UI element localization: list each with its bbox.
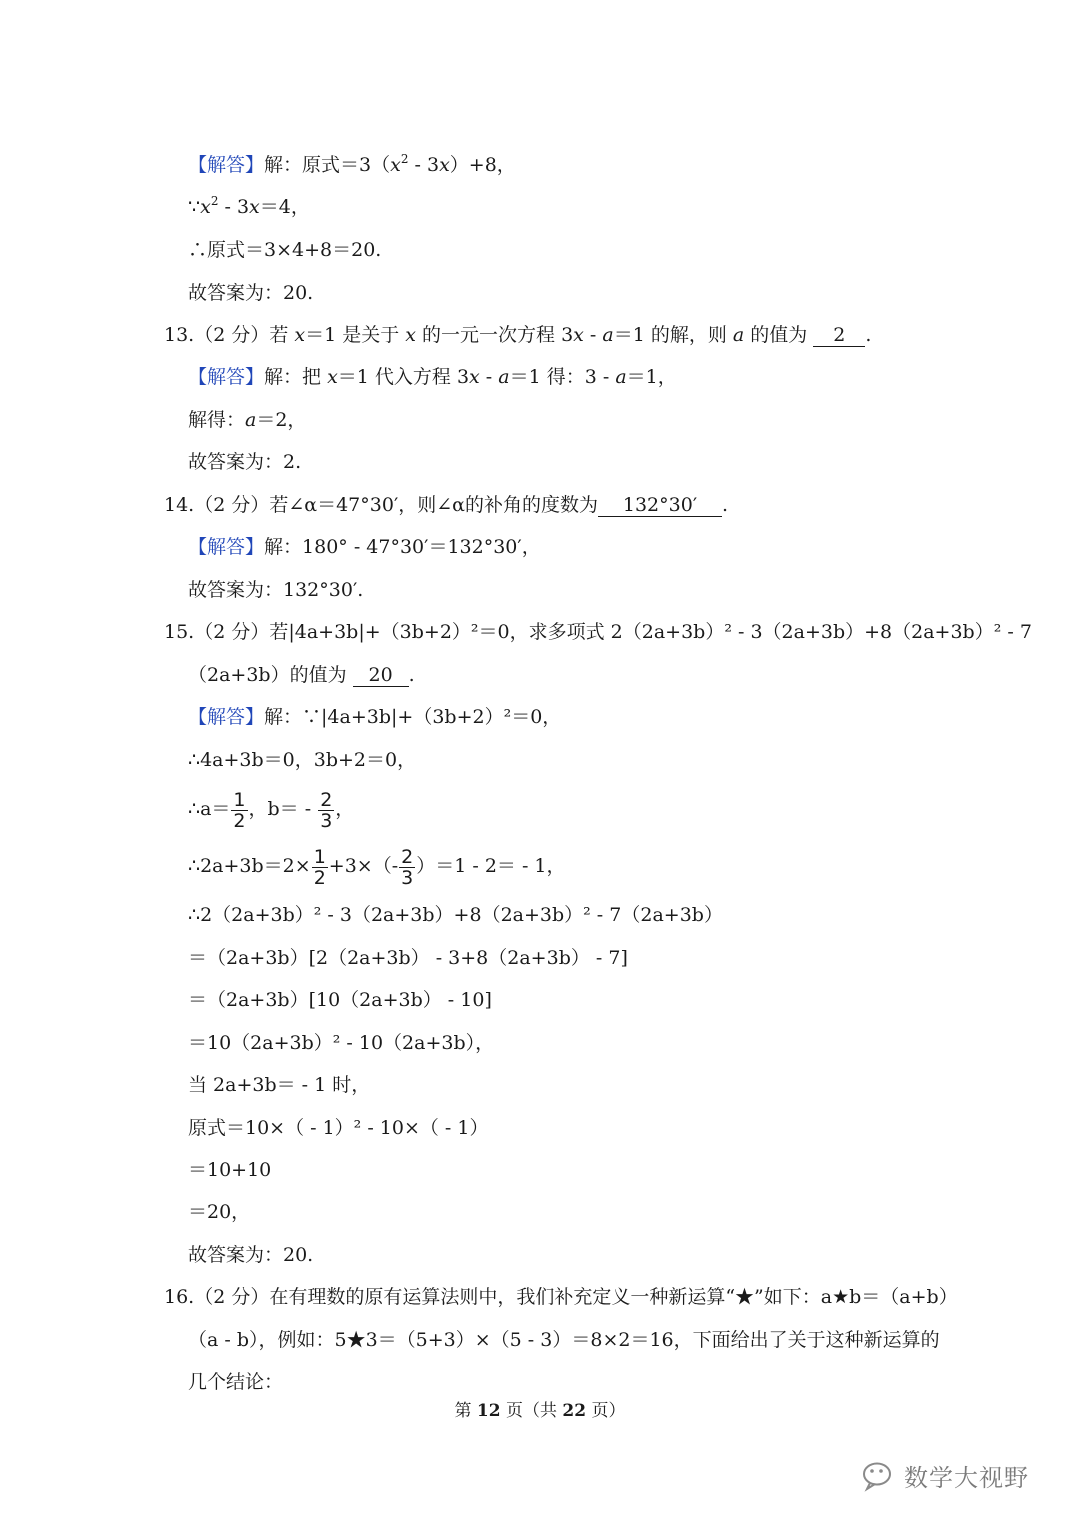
answer-blank: 2: [813, 324, 865, 347]
q15-solution-line-7: ＝（2a+3b）[10（2a+3b） - 10]: [188, 989, 492, 1011]
q15-solution-line-2: ∴4a+3b＝0，3b+2＝0，: [188, 749, 417, 771]
question-16-line-3: 几个结论：: [188, 1371, 284, 1393]
q15-solution-line-1: 【解答】解：∵|4a+3b|+（3b+2）²＝0，: [188, 706, 562, 728]
q15-solution-line-10: 原式＝10×（ - 1）² - 10×（ - 1）: [188, 1117, 489, 1139]
fraction: $\frac{2}{3}$: [320, 788, 333, 832]
answer-tag: 【解答】: [188, 154, 265, 176]
q13-solution-line-1: 【解答】解：把 x＝1 代入方程 3x - a＝1 得：3 - a＝1，: [188, 366, 677, 388]
fraction: $\frac{2}{3}$: [401, 845, 414, 889]
q15-solution-line-8: ＝10（2a+3b）² - 10（2a+3b），: [188, 1032, 495, 1054]
q15-solution-line-3: ∴a＝ $\frac{1}{2}$ ，b＝ - $\frac{2}{3}$ ，: [188, 788, 355, 832]
question-14: 14.（2 分）若∠α＝47°30′，则∠α的补角的度数为 132°30′ .: [164, 494, 729, 516]
q15-solution-line-6: ＝（2a+3b）[2（2a+3b） - 3+8（2a+3b） - 7]: [188, 947, 628, 969]
question-13: 13.（2 分）若 x＝1 是关于 x 的一元一次方程 3x - a＝1 的解，则 a 的值为 2 .: [164, 324, 872, 346]
q15-solution-line-4: ∴2a+3b＝2× $\frac{1}{2}$ +3×（- $\frac{2}{3}$ ）＝1 - 2＝ - 1，: [188, 845, 566, 889]
q12-solution-line-3: ∴原式＝3×4+8＝20.: [188, 239, 382, 261]
answer-tag: 【解答】: [188, 706, 265, 728]
answer-blank: 20: [353, 664, 409, 687]
watermark: 数学大视野: [904, 1464, 1029, 1492]
q15-solution-line-11: ＝10+10: [188, 1159, 272, 1181]
answer-tag: 【解答】: [188, 366, 265, 388]
q13-answer-line: 故答案为：2.: [188, 451, 302, 473]
fraction: $\frac{1}{2}$: [313, 845, 326, 889]
q15-answer-line: 故答案为：20.: [188, 1244, 314, 1266]
answer-blank: 132°30′: [598, 494, 722, 517]
q15-solution-line-12: ＝20，: [188, 1201, 251, 1223]
page-footer: 第 12 页（共 22 页）: [454, 1401, 626, 1421]
page-total: 22: [562, 1401, 587, 1421]
wechat-icon: [862, 1460, 902, 1494]
q12-solution-line-1: 【解答】解：原式$=3(x^2 - 3x)+8$，: [188, 151, 516, 176]
q13-solution-line-2: 解得：a＝2，: [188, 409, 307, 431]
question-16-line-2: （a - b），例如：5★3＝（5+3）×（5 - 3）＝8×2＝16，下面给出了关于这种新运算的: [188, 1329, 940, 1351]
question-15-line-1: 15.（2 分）若|4a+3b|+（3b+2）²＝0，求多项式 2（2a+3b）² - 3（2a+3b）+8（2a+3b）² - 7: [164, 621, 1032, 643]
question-15-line-2: （2a+3b）的值为 20 .: [188, 664, 415, 686]
q14-answer-line: 故答案为：132°30′.: [188, 579, 364, 601]
page-number: 12: [476, 1401, 501, 1421]
q12-solution-line-2: $\because x^2 - 3x=4$，: [188, 193, 310, 218]
q12-answer-line: 故答案为：20.: [188, 282, 314, 304]
q14-solution-line-1: 【解答】解：180° - 47°30′＝132°30′，: [188, 536, 541, 558]
fraction: $\frac{1}{2}$: [233, 788, 246, 832]
q15-solution-line-5: ∴2（2a+3b）² - 3（2a+3b）+8（2a+3b）² - 7（2a+3b）: [188, 904, 723, 926]
answer-tag: 【解答】: [188, 536, 265, 558]
question-16-line-1: 16.（2 分）在有理数的原有运算法则中，我们补充定义一种新运算“★”如下：a★b＝（a+b）: [164, 1286, 958, 1308]
q15-solution-line-9: 当 2a+3b＝ - 1 时，: [188, 1074, 371, 1096]
